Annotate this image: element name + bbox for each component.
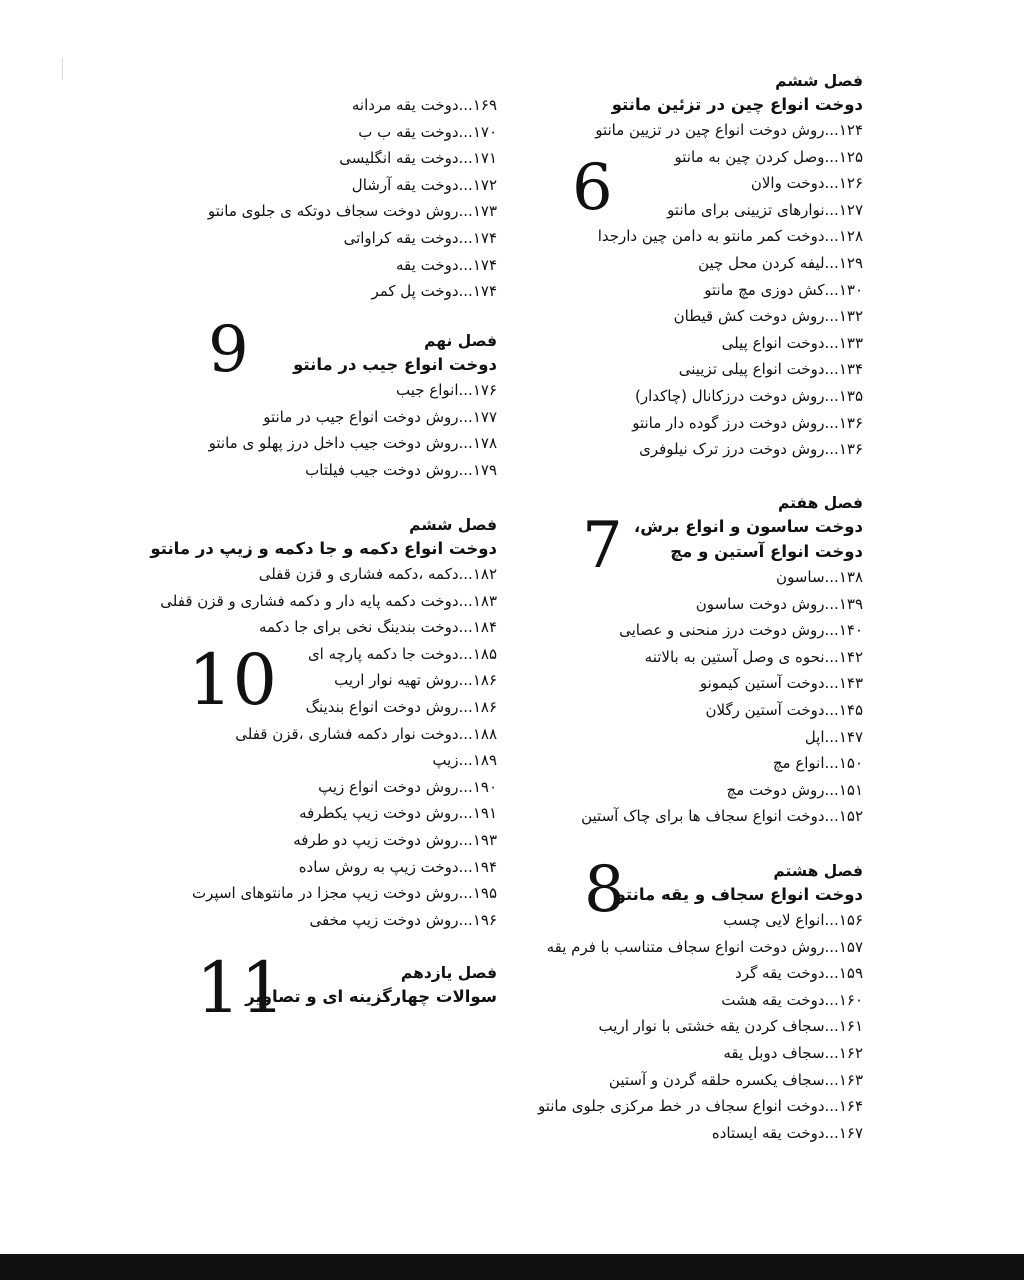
entry-list — [581, 564, 863, 830]
toc-entry: ۱۶۴...دوخت انواع سجاف در خط مرکزی جلوی مانتو — [537, 1097, 863, 1116]
toc-entry: ۱۵۶...انواع لایی چسب — [723, 911, 863, 929]
toc-entry: ۱۴۷...اپل — [804, 727, 863, 746]
entry-list — [595, 117, 863, 463]
toc-entry: ۱۷۴...دوخت یقه — [396, 255, 497, 274]
toc-entry: ۱۴۲...نحوه ی وصل آستین به بالاتنه — [644, 647, 863, 666]
toc-entry: ۱۸۳...دوخت دکمه پایه دار و دکمه فشاری و قزن قفلی — [160, 591, 497, 610]
chapter-number-7: 7 — [582, 509, 623, 583]
toc-entry: ۱۷۴...دوخت یقه کراواتی — [343, 228, 497, 247]
toc-entry: ۱۹۳...روش دوخت زیپ دو طرفه — [293, 830, 497, 849]
chapter-7-section — [581, 492, 863, 830]
chapter-number-9: 9 — [208, 313, 249, 387]
toc-entry: ۱۶۲...سجاف دوبل یقه — [723, 1043, 863, 1062]
entry-list — [208, 92, 497, 305]
chapter-number-6: 6 — [572, 151, 613, 225]
chapter-title: سوالات چهارگزینه ای و تصاویر — [245, 987, 497, 1006]
chapter-9-section — [209, 330, 497, 483]
toc-entry: ۱۲۷...نوارهای تزیینی برای مانتو — [667, 200, 863, 219]
toc-entry: ۱۲۸...دوخت کمر مانتو به دامن چین دارجدا — [597, 227, 863, 246]
toc-entry: ۱۷۱...دوخت یقه انگلیسی — [339, 149, 497, 168]
bottom-bar — [0, 1254, 1024, 1280]
toc-entry: ۱۴۵...دوخت آستین رگلان — [705, 700, 863, 719]
toc-entry: ۱۳۳...دوخت انواع پیلی — [721, 333, 863, 352]
chapter-heading: فصل یازدهم — [400, 964, 497, 982]
toc-entry: ۱۹۱...روش دوخت زیپ یکطرفه — [299, 804, 497, 823]
toc-entry: ۱۸۵...دوخت جا دکمه پارچه ای — [307, 644, 497, 663]
chapter-heading: فصل نهم — [424, 332, 497, 350]
toc-entry: ۱۳۴...دوخت انواع پیلی تزیینی — [678, 360, 863, 379]
toc-entry: ۱۳۸...ساسون — [776, 568, 863, 586]
toc-entry: ۱۲۶...دوخت والان — [750, 174, 863, 193]
toc-entry: ۱۹۴...دوخت زیپ به روش ساده — [298, 857, 497, 876]
chapter-title: دوخت ساسون و انواع برش، — [633, 517, 863, 536]
toc-entry: ۱۹۵...روش دوخت زیپ مجزا در مانتوهای اسپرت — [192, 884, 497, 903]
chapter-heading: فصل ششم — [409, 516, 497, 534]
chapter-title: دوخت انواع سجاف و یقه مانتو — [615, 885, 863, 904]
toc-entry: ۱۵۱...روش دوخت مچ — [726, 780, 863, 799]
toc-entry: ۱۸۶...روش دوخت انواع بندینگ — [305, 697, 497, 716]
toc-entry: ۱۳۹...روش دوخت ساسون — [695, 594, 863, 613]
toc-entry: ۱۷۶...انواع جیب — [396, 381, 497, 399]
toc-entry: ۱۵۷...روش دوخت انواع سجاف متناسب با فرم یقه — [546, 937, 863, 956]
toc-entry: ۱۷۳...روش دوخت سجاف دوتکه ی جلوی مانتو — [207, 202, 497, 221]
chapter-6-pleats-section — [595, 70, 863, 463]
toc-entry: ۱۳۲...روش دوخت کش قیطان — [673, 307, 863, 326]
toc-entry: ۱۶۹...دوخت یقه مردانه — [351, 96, 497, 114]
toc-entry: ۱۳۶...روش دوخت درز گوده دار مانتو — [632, 413, 863, 432]
toc-entry: ۱۲۹...لیفه کردن محل چین — [698, 253, 863, 272]
toc-entry: ۱۷۴...دوخت پل کمر — [371, 282, 497, 301]
chapter-heading: فصل هشتم — [773, 862, 863, 880]
toc-entry: ۱۸۴...دوخت بندینگ نخی برای جا دکمه — [258, 618, 497, 637]
toc-entry: ۱۶۷...دوخت یقه ایستاده — [711, 1123, 863, 1142]
toc-entry: ۱۳۰...کش دوزی مچ مانتو — [704, 280, 863, 299]
toc-entry: ۱۷۸...روش دوخت جیب داخل درز پهلو ی مانتو — [208, 434, 497, 453]
toc-entry: ۱۷۲...دوخت یقه آرشال — [351, 175, 497, 194]
toc-entry: ۱۴۰...روش دوخت درز منحنی و عصایی — [619, 621, 863, 640]
entry-list — [209, 377, 497, 483]
toc-entry: ۱۳۵...روش دوخت درزکانال (چاکدار) — [635, 386, 863, 405]
toc-entry: ۱۶۰...دوخت یقه هشت — [721, 990, 863, 1009]
chapter-heading: فصل ششم — [775, 72, 863, 90]
chapter-heading: فصل هفتم — [777, 494, 863, 512]
edge-mark — [62, 58, 63, 80]
toc-entry: ۱۷۰...دوخت یقه ب ب — [358, 122, 497, 141]
chapter-number-11: 11 — [196, 947, 286, 1029]
toc-entry: ۱۵۲...دوخت انواع سجاف ها برای چاک آستین — [581, 807, 863, 826]
toc-entry: ۱۲۴...روش دوخت انواع چین در تزیین مانتو — [595, 121, 863, 139]
chapter-title: دوخت انواع دکمه و جا دکمه و زیپ در مانتو — [150, 539, 497, 558]
toc-entry: ۱۹۶...روش دوخت زیپ مخفی — [309, 910, 497, 929]
toc-entry: ۱۸۸...دوخت نوار دکمه فشاری ،قزن قفلی — [235, 724, 497, 743]
toc-entry: ۱۸۲...دکمه ،دکمه فشاری و قزن قفلی — [258, 565, 497, 583]
entry-list — [538, 907, 863, 1146]
chapter-title: دوخت انواع چین در تزئین مانتو — [611, 95, 863, 114]
toc-entry: ۱۳۶...روش دوخت درز ترک نیلوفری — [639, 440, 863, 459]
toc-entry: ۱۶۱...سجاف کردن یقه خشتی با نوار اریب — [598, 1017, 863, 1036]
toc-entry: ۱۵۰...انواع مچ — [772, 754, 863, 773]
toc-entry: ۱۷۹...روش دوخت جیب فیلتاب — [305, 460, 497, 479]
toc-entry: ۱۸۶...روش تهیه نوار اریب — [334, 671, 497, 690]
chapter-title-line-2: دوخت انواع آستین و مچ — [670, 542, 863, 561]
toc-entry: ۱۹۰...روش دوخت انواع زیپ — [318, 777, 497, 796]
chapter-number-8: 8 — [584, 853, 625, 927]
chapter-8-continued-section — [208, 92, 497, 305]
toc-entry: ۱۷۷...روش دوخت انواع جیب در مانتو — [263, 407, 497, 426]
chapter-title: دوخت انواع جیب در مانتو — [293, 355, 497, 374]
chapter-number-10: 10 — [188, 639, 278, 721]
toc-entry: ۱۲۵...وصل کردن چین به مانتو — [674, 147, 863, 166]
toc-entry: ۱۴۳...دوخت آستین کیمونو — [699, 674, 863, 693]
chapter-10-section — [150, 514, 497, 933]
toc-entry: ۱۵۹...دوخت یقه گرد — [735, 964, 863, 983]
toc-entry: ۱۶۳...سجاف یکسره حلقه گردن و آستین — [608, 1070, 863, 1089]
toc-entry: ۱۸۹...زیپ — [432, 751, 497, 770]
entry-list — [150, 561, 497, 933]
